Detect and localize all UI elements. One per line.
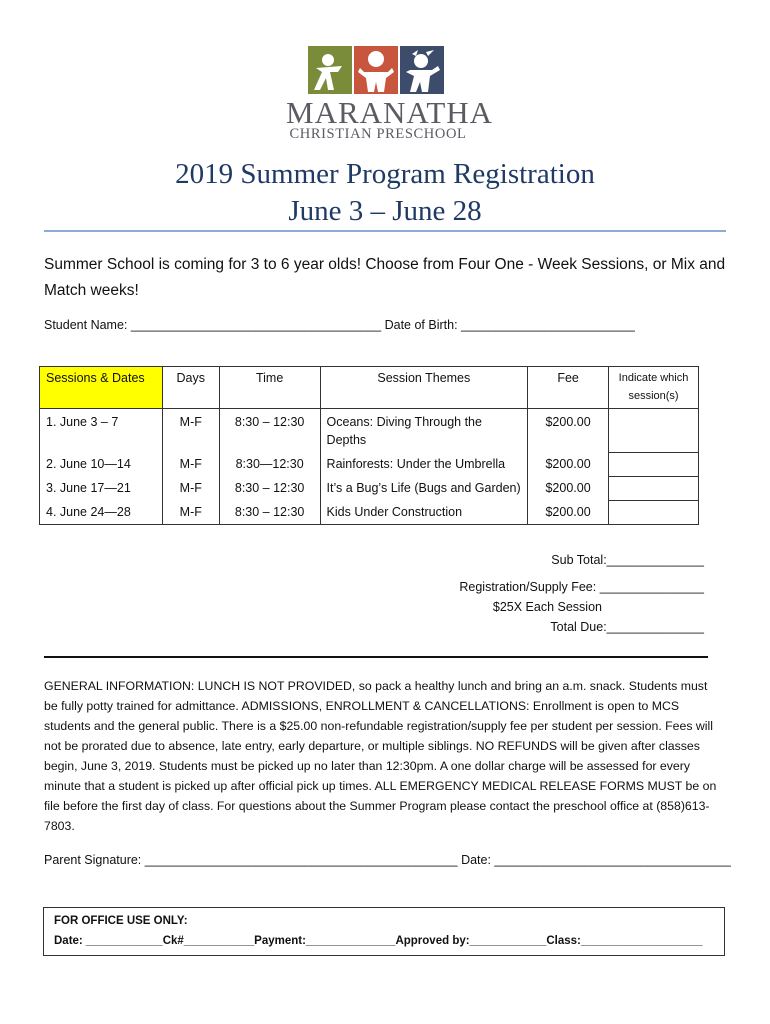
session-days: M-F <box>162 409 219 453</box>
session-time: 8:30 – 12:30 <box>219 500 320 525</box>
session-select-cell[interactable] <box>609 452 699 476</box>
general-information: GENERAL INFORMATION: LUNCH IS NOT PROVIDED, so pack a healthy lunch and bring an a.m. snack. Students must be fully potty trained for admittance. ADMISSIONS, ENROLLMENT & CANCELLATIONS: Enrollment is open to MCS students and the general public. There is a $25.00 non-refundable registration/supply fee per student per session. Fees will not be prorated due to absence, late entry, early departure, or multiple siblings. NO REFUNDS will be given after classes begin, June 3, 2019. Students must be picked up no later than 12:30pm. A one dollar charge will be assessed for every minute that a student is picked up after official pick up times. ALL EMERGENCY MEDICAL RELEASE FORMS MUST be on file before the first day of class. For questions about the Summer Program please contact the preschool office at (858)613-7803. <box>44 679 717 833</box>
session-days: M-F <box>162 500 219 525</box>
session-time: 8:30—12:30 <box>219 452 320 476</box>
office-use-heading: FOR OFFICE USE ONLY: <box>54 915 188 927</box>
registration-fee-note: $25X Each Session <box>492 600 602 614</box>
school-logo <box>286 46 494 142</box>
intro-text: Summer School is coming for 3 to 6 year olds! Choose from Four One - Week Sessions, or Mix and Match weeks! <box>44 256 726 299</box>
session-theme: Rainforests: Under the Umbrella <box>320 452 528 476</box>
logo-name-line1: MARANATHA <box>286 95 494 130</box>
session-fee: $200.00 <box>528 500 609 525</box>
header-fee: Fee <box>528 367 609 409</box>
session-theme: Oceans: Diving Through the Depths <box>320 409 528 453</box>
session-dates: 1. June 3 – 7 <box>40 409 163 453</box>
student-name-dob-field[interactable]: Student Name: ____________________________________ Date of Birth: _________________________ <box>44 318 635 332</box>
registration-fee-field[interactable]: Registration/Supply Fee: _______________ <box>459 580 704 594</box>
table-row <box>40 409 699 453</box>
session-days: M-F <box>162 452 219 476</box>
session-time: 8:30 – 12:30 <box>219 476 320 500</box>
session-select-cell[interactable] <box>609 500 699 525</box>
session-time: 8:30 – 12:30 <box>219 409 320 453</box>
session-theme: It’s a Bug’s Life (Bugs and Garden) <box>320 476 528 500</box>
session-table <box>39 366 699 525</box>
session-fee: $200.00 <box>528 452 609 476</box>
page-title: 2019 Summer Program Registration <box>175 158 595 190</box>
header-days: Days <box>162 367 219 409</box>
table-row <box>40 452 699 476</box>
subtotal-field[interactable]: Sub Total:______________ <box>551 553 704 567</box>
session-fee: $200.00 <box>528 476 609 500</box>
table-row <box>40 500 699 525</box>
session-days: M-F <box>162 476 219 500</box>
office-use-fields[interactable]: Date: ____________Ck#___________Payment:______________Approved by:____________Class:___________________ <box>54 935 703 947</box>
header-themes: Session Themes <box>320 367 528 409</box>
table-row <box>40 476 699 500</box>
logo-tiles <box>308 46 448 96</box>
page-subtitle-dates: June 3 – June 28 <box>288 195 482 227</box>
table-header-row <box>40 367 699 409</box>
header-time: Time <box>219 367 320 409</box>
header-indicate: Indicate which session(s) <box>609 367 699 409</box>
session-dates: 2. June 10—14 <box>40 452 163 476</box>
session-fee: $200.00 <box>528 409 609 453</box>
total-due-field[interactable]: Total Due:______________ <box>550 620 704 634</box>
session-select-cell[interactable] <box>609 409 699 453</box>
header-sessions: Sessions & Dates <box>40 367 163 409</box>
logo-children-icon <box>308 46 448 96</box>
logo-name-line2: CHRISTIAN PRESCHOOL <box>289 126 467 142</box>
session-dates: 4. June 24—28 <box>40 500 163 525</box>
parent-signature-field[interactable]: Parent Signature: _____________________________________________ Date: __________________________________ <box>44 853 731 867</box>
session-dates: 3. June 17—21 <box>40 476 163 500</box>
office-use-box <box>43 907 725 956</box>
session-theme: Kids Under Construction <box>320 500 528 525</box>
section-divider <box>44 656 708 658</box>
title-divider <box>44 230 726 232</box>
session-select-cell[interactable] <box>609 476 699 500</box>
